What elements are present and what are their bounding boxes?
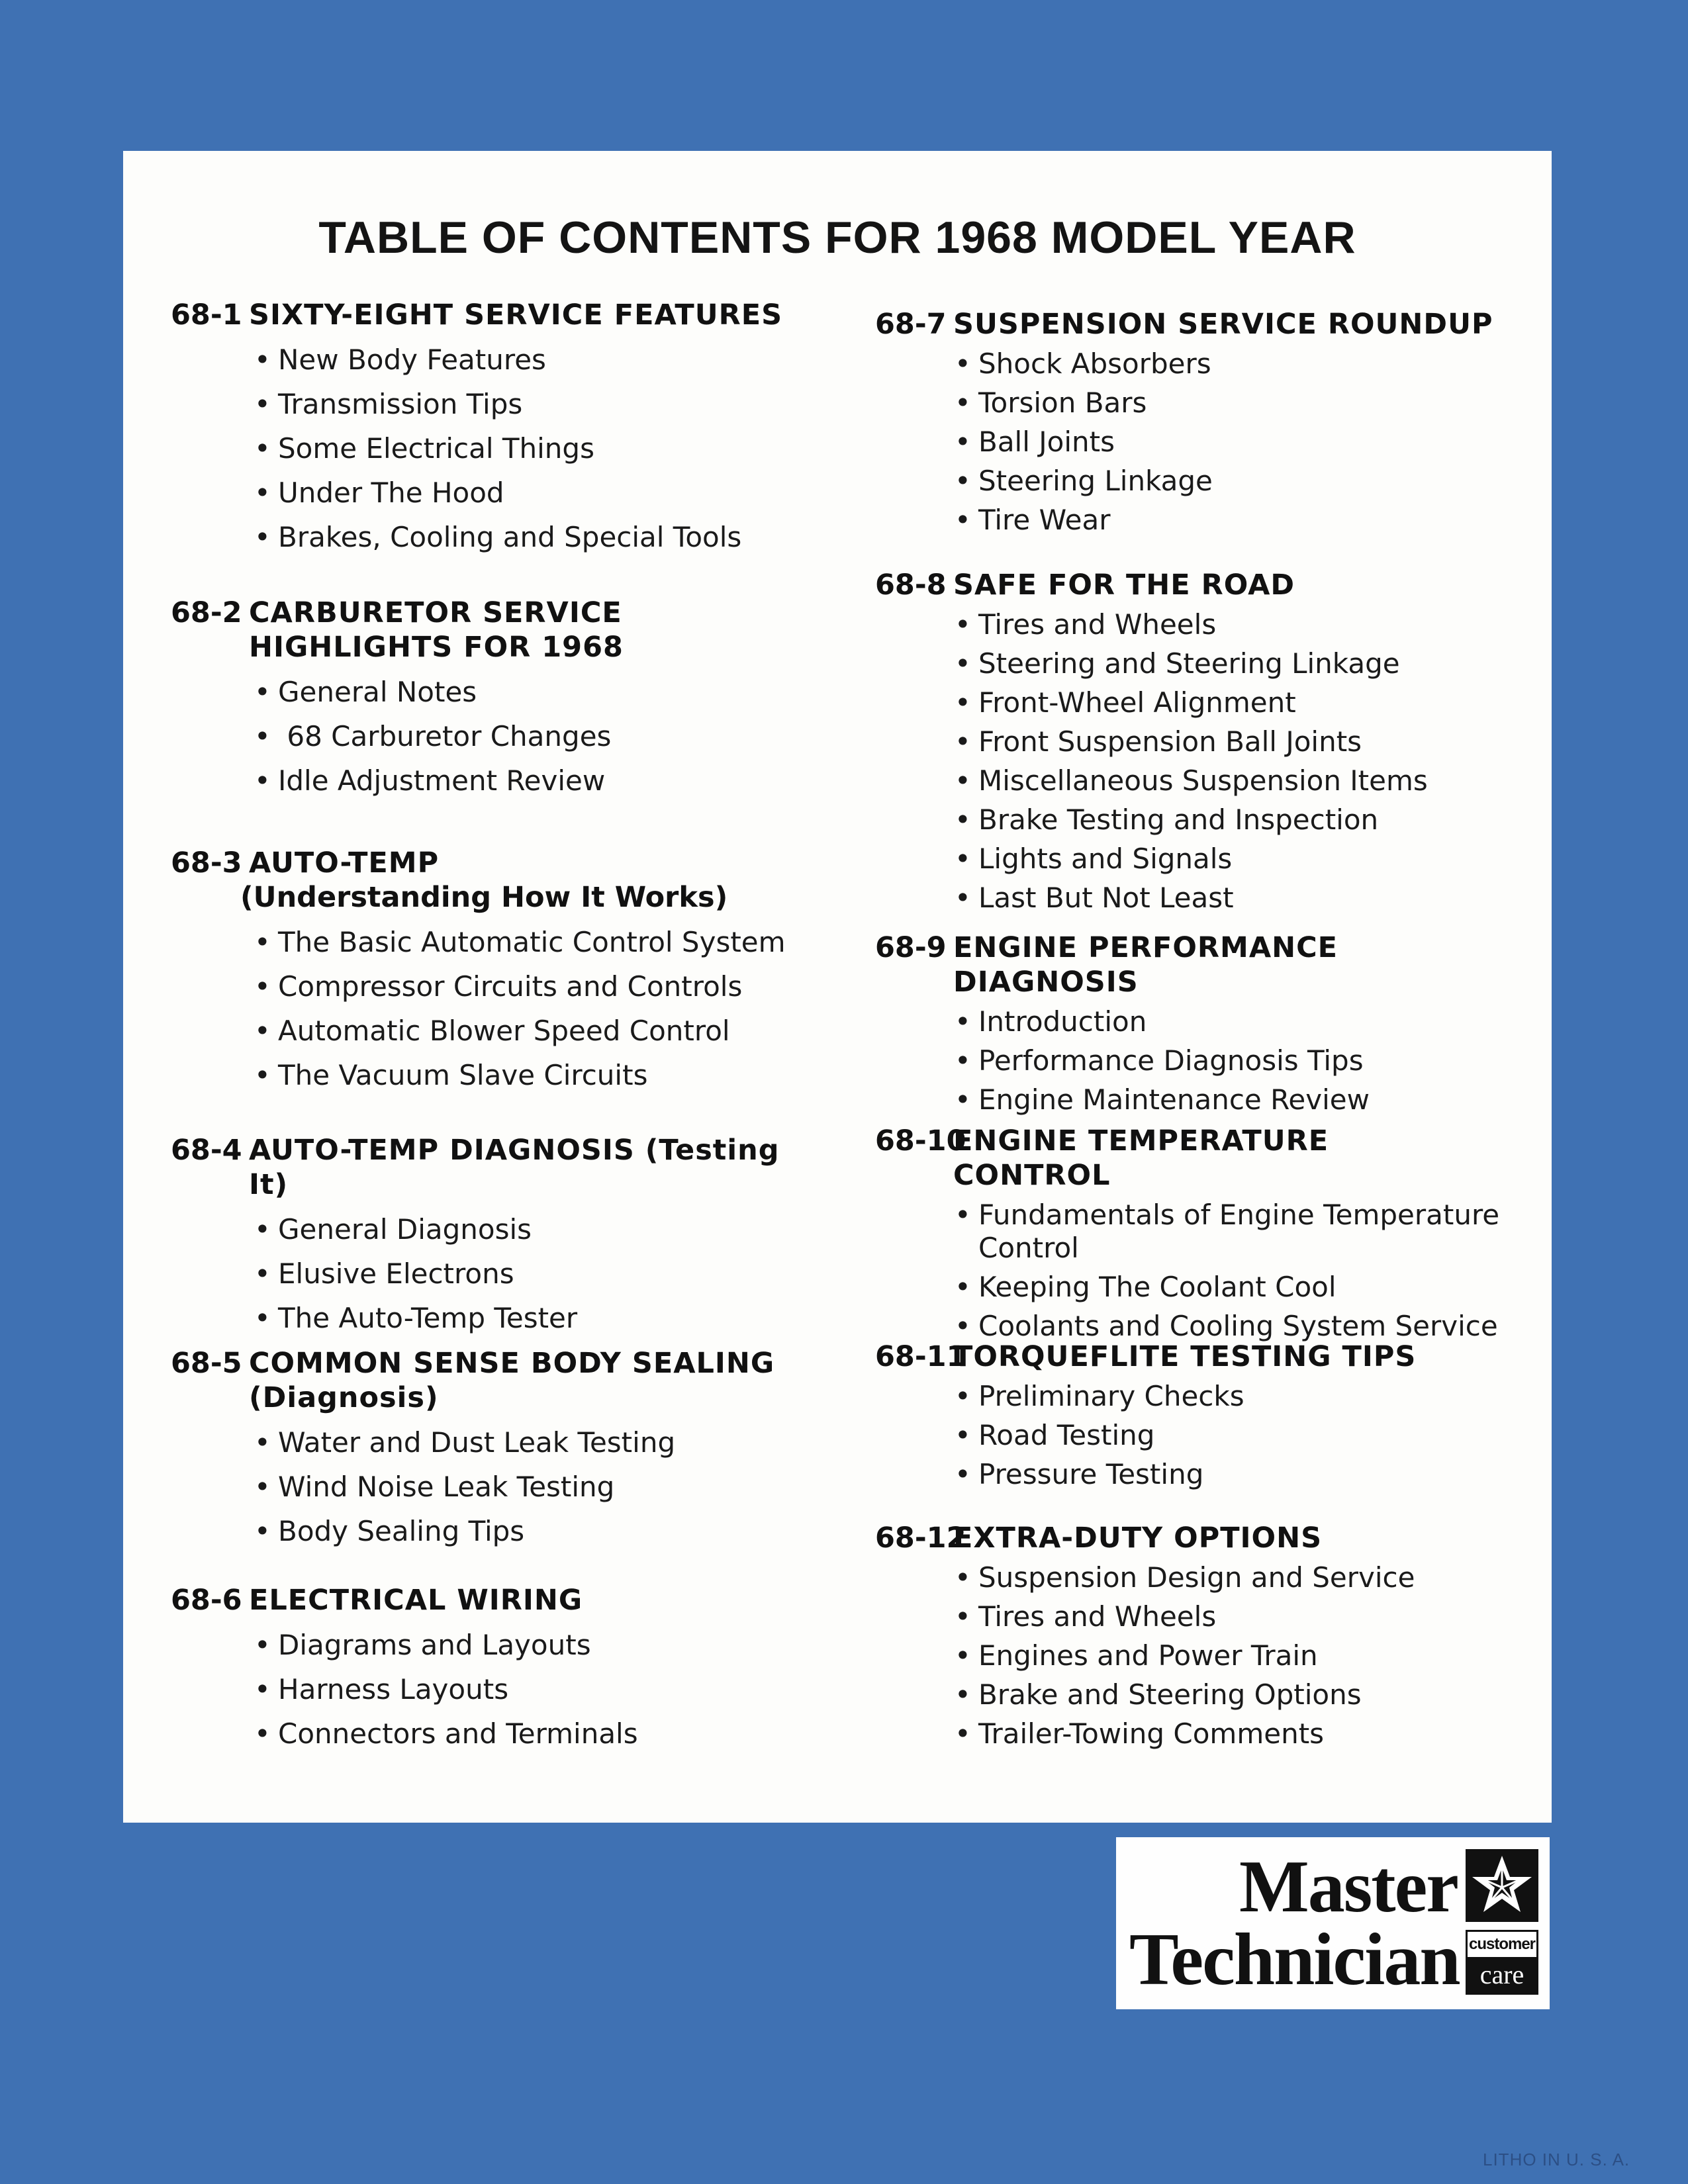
topic-item	[955, 1419, 1537, 1452]
bullet-icon: •	[254, 1673, 271, 1706]
bullet-icon: •	[955, 426, 971, 458]
section-number: 68-9	[875, 931, 947, 964]
topic-item	[955, 608, 1537, 641]
toc-section-68-6	[171, 1583, 833, 1751]
topic-item	[254, 1629, 833, 1662]
topic-text: Under The Hood	[278, 477, 504, 509]
bullet-icon: •	[955, 1380, 971, 1412]
section-topic-list	[254, 676, 833, 797]
topic-item	[955, 426, 1537, 459]
toc-section-68-8	[875, 568, 1537, 915]
bullet-icon: •	[254, 521, 271, 553]
bullet-icon: •	[955, 608, 971, 641]
section-topic-list	[955, 1199, 1537, 1343]
topic-text: The Vacuum Slave Circuits	[278, 1059, 648, 1091]
bullet-icon: •	[955, 1005, 971, 1038]
toc-section-68-9	[875, 931, 1537, 1116]
topic-text: Fundamentals of Engine Temperature Control	[978, 1199, 1509, 1264]
topic-text: Wind Noise Leak Testing	[278, 1471, 615, 1503]
topic-item	[955, 1083, 1537, 1116]
bullet-icon: •	[254, 1629, 271, 1661]
topic-text: Ball Joints	[978, 426, 1115, 458]
topic-text: Preliminary Checks	[978, 1380, 1244, 1412]
section-number: 68-2	[171, 596, 242, 629]
bullet-icon: •	[955, 686, 971, 719]
section-title: SIXTY-EIGHT SERVICE FEATURES	[249, 298, 783, 332]
section-number: 68-8	[875, 569, 947, 602]
bullet-icon: •	[254, 1717, 271, 1750]
topic-item	[955, 1005, 1537, 1038]
bullet-icon: •	[254, 970, 271, 1003]
section-topic-list	[955, 608, 1537, 915]
topic-text: Coolants and Cooling System Service	[978, 1310, 1498, 1342]
topic-text: 68 Carburetor Changes	[278, 720, 612, 752]
topic-item	[254, 1717, 833, 1751]
section-topic-list	[254, 926, 833, 1092]
topic-text: Miscellaneous Suspension Items	[978, 764, 1428, 797]
topic-text: Trailer-Towing Comments	[978, 1717, 1325, 1750]
topic-item	[955, 1310, 1537, 1343]
bullet-icon: •	[955, 1419, 971, 1451]
topic-item	[254, 1426, 833, 1459]
topic-item	[955, 1561, 1537, 1594]
topic-item	[254, 1471, 833, 1504]
topic-text: New Body Features	[278, 343, 546, 376]
section-title: ENGINE PERFORMANCE DIAGNOSIS	[953, 931, 1338, 999]
section-number: 68-5	[171, 1347, 242, 1380]
topic-text: Engine Maintenance Review	[978, 1083, 1370, 1116]
bullet-icon: •	[254, 926, 271, 958]
logo-line-master: Master	[1239, 1846, 1458, 1928]
topic-text: Road Testing	[978, 1419, 1155, 1451]
topic-item	[955, 686, 1537, 719]
topic-text: Tires and Wheels	[978, 608, 1217, 641]
topic-text: Last But Not Least	[978, 882, 1234, 914]
topic-item	[254, 477, 833, 510]
bullet-icon: •	[955, 387, 971, 419]
contents-panel	[123, 151, 1552, 1823]
topic-text: Front-Wheel Alignment	[978, 686, 1296, 719]
bullet-icon: •	[955, 1458, 971, 1490]
topic-item	[254, 521, 833, 554]
bullet-icon: •	[254, 343, 271, 376]
bullet-icon: •	[955, 504, 971, 536]
topic-text: Engines and Power Train	[978, 1639, 1318, 1672]
section-heading	[171, 1133, 833, 1202]
topic-item	[955, 504, 1537, 537]
topic-item	[955, 803, 1537, 837]
topic-text: Tires and Wheels	[978, 1600, 1217, 1633]
toc-section-68-2	[171, 596, 833, 797]
bullet-icon: •	[955, 1639, 971, 1672]
section-number: 68-10	[875, 1124, 966, 1158]
section-topic-list	[254, 1426, 833, 1548]
bullet-icon: •	[254, 1471, 271, 1503]
badge-care-text: care	[1468, 1957, 1536, 1993]
toc-section-68-3	[171, 846, 833, 1092]
topic-text: Lights and Signals	[978, 842, 1233, 875]
bullet-icon: •	[955, 764, 971, 797]
bullet-icon: •	[955, 1678, 971, 1711]
bullet-icon: •	[254, 1257, 271, 1290]
section-title: AUTO-TEMP	[249, 846, 440, 880]
topic-item	[955, 1678, 1537, 1711]
section-heading	[171, 1346, 833, 1415]
section-title: ENGINE TEMPERATURE CONTROL	[953, 1124, 1329, 1192]
topic-text: Automatic Blower Speed Control	[278, 1015, 730, 1047]
section-number: 68-3	[171, 846, 242, 880]
bullet-icon: •	[254, 477, 271, 509]
section-heading	[875, 568, 1537, 602]
topic-item	[955, 465, 1537, 498]
topic-text: Suspension Design and Service	[978, 1561, 1415, 1594]
section-number: 68-6	[171, 1584, 242, 1617]
section-title: SUSPENSION SERVICE ROUNDUP	[953, 308, 1493, 341]
toc-section-68-11	[875, 1340, 1537, 1491]
topic-text: General Diagnosis	[278, 1213, 532, 1246]
topic-item	[254, 1257, 833, 1291]
section-heading	[875, 1340, 1537, 1374]
bullet-icon: •	[955, 1600, 971, 1633]
bullet-icon: •	[955, 1083, 971, 1116]
section-number: 68-4	[171, 1134, 242, 1167]
topic-item	[254, 676, 833, 709]
topic-text: Torsion Bars	[978, 387, 1147, 419]
bullet-icon: •	[955, 1310, 971, 1342]
section-number: 68-1	[171, 298, 242, 332]
bullet-icon: •	[254, 1213, 271, 1246]
pentastar-icon	[1466, 1849, 1538, 1922]
bullet-icon: •	[955, 842, 971, 875]
topic-text: Idle Adjustment Review	[278, 764, 606, 797]
bullet-icon: •	[955, 1044, 971, 1077]
bullet-icon: •	[254, 1426, 271, 1459]
section-heading	[171, 846, 833, 880]
print-credit: LITHO IN U. S. A.	[1483, 2150, 1630, 2169]
bullet-icon: •	[955, 347, 971, 380]
topic-text: General Notes	[278, 676, 477, 708]
topic-text: Pressure Testing	[978, 1458, 1204, 1490]
section-topic-list	[254, 1629, 833, 1751]
topic-item	[254, 1515, 833, 1548]
topic-text: Water and Dust Leak Testing	[278, 1426, 676, 1459]
section-topic-list	[955, 1561, 1537, 1751]
bullet-icon: •	[955, 1561, 971, 1594]
bullet-icon: •	[955, 465, 971, 497]
topic-text: Body Sealing Tips	[278, 1515, 525, 1547]
topic-item	[955, 725, 1537, 758]
topic-item	[254, 1673, 833, 1706]
topic-item	[955, 1271, 1537, 1304]
topic-text: Brake and Steering Options	[978, 1678, 1362, 1711]
section-topic-list	[955, 347, 1537, 537]
topic-item	[254, 970, 833, 1003]
topic-item	[254, 926, 833, 959]
bullet-icon: •	[955, 647, 971, 680]
topic-item	[955, 347, 1537, 381]
page-title: TABLE OF CONTENTS FOR 1968 MODEL YEAR	[318, 212, 1356, 263]
topic-text: Steering Linkage	[978, 465, 1213, 497]
bullet-icon: •	[254, 1302, 271, 1334]
section-heading	[171, 298, 833, 332]
topic-item	[254, 1015, 833, 1048]
topic-text: Front Suspension Ball Joints	[978, 725, 1362, 758]
section-heading	[171, 1583, 833, 1617]
topic-item	[955, 387, 1537, 420]
topic-text: The Basic Automatic Control System	[278, 926, 786, 958]
section-number: 68-11	[875, 1340, 966, 1373]
section-heading	[875, 307, 1537, 341]
toc-section-68-5	[171, 1346, 833, 1548]
topic-item	[254, 432, 833, 465]
toc-section-68-1	[171, 298, 833, 554]
topic-item	[955, 1639, 1537, 1672]
master-technician-logo	[1116, 1837, 1550, 2009]
bullet-icon: •	[254, 1015, 271, 1047]
topic-item	[254, 1302, 833, 1335]
topic-item	[254, 720, 833, 753]
topic-item	[254, 1213, 833, 1246]
toc-section-68-12	[875, 1521, 1537, 1751]
section-heading	[875, 1124, 1537, 1193]
topic-text: Connectors and Terminals	[278, 1717, 638, 1750]
section-topic-list	[955, 1005, 1537, 1116]
topic-item	[254, 388, 833, 421]
topic-item	[955, 882, 1537, 915]
section-topic-list	[254, 1213, 833, 1335]
topic-text: Keeping The Coolant Cool	[978, 1271, 1336, 1303]
topic-item	[254, 764, 833, 797]
bullet-icon: •	[254, 1059, 271, 1091]
section-heading	[875, 931, 1537, 999]
bullet-icon: •	[254, 432, 271, 465]
section-topic-list	[254, 343, 833, 554]
bullet-icon: •	[254, 388, 271, 420]
topic-item	[955, 1717, 1537, 1751]
section-number: 68-7	[875, 308, 947, 341]
toc-section-68-10	[875, 1124, 1537, 1343]
section-topic-list	[955, 1380, 1537, 1491]
topic-text: Performance Diagnosis Tips	[978, 1044, 1364, 1077]
section-title: ELECTRICAL WIRING	[249, 1584, 583, 1617]
section-title: COMMON SENSE BODY SEALING (Diagnosis)	[249, 1347, 775, 1414]
logo-line-technician: Technician	[1129, 1919, 1460, 2001]
topic-text: Harness Layouts	[278, 1673, 509, 1706]
topic-item	[955, 1199, 1537, 1265]
bullet-icon: •	[955, 1717, 971, 1750]
section-number: 68-12	[875, 1522, 966, 1555]
topic-text: Diagrams and Layouts	[278, 1629, 591, 1661]
bullet-icon: •	[254, 1515, 271, 1547]
topic-item	[955, 1380, 1537, 1413]
topic-text: Brakes, Cooling and Special Tools	[278, 521, 742, 553]
topic-text: Brake Testing and Inspection	[978, 803, 1379, 836]
section-title: TORQUEFLITE TESTING TIPS	[953, 1340, 1417, 1373]
topic-item	[955, 1600, 1537, 1633]
topic-item	[955, 842, 1537, 876]
topic-text: Introduction	[978, 1005, 1147, 1038]
section-title: CARBURETOR SERVICE HIGHLIGHTS FOR 1968	[249, 596, 624, 664]
section-heading	[875, 1521, 1537, 1555]
topic-text: Compressor Circuits and Controls	[278, 970, 743, 1003]
section-heading	[171, 596, 833, 664]
bullet-icon: •	[955, 1199, 971, 1231]
section-title: SAFE FOR THE ROAD	[953, 569, 1295, 602]
topic-item	[955, 1044, 1537, 1077]
topic-text: Shock Absorbers	[978, 347, 1211, 380]
customer-care-badge	[1466, 1930, 1538, 1995]
topic-text: Some Electrical Things	[278, 432, 594, 465]
section-title: AUTO-TEMP DIAGNOSIS (Testing It)	[249, 1134, 780, 1201]
section-subtitle: (Understanding How It Works)	[240, 881, 728, 914]
topic-item	[955, 1458, 1537, 1491]
toc-section-68-4	[171, 1133, 833, 1335]
topic-item	[254, 1059, 833, 1092]
badge-customer-text: customer	[1468, 1935, 1536, 1953]
bullet-icon: •	[254, 764, 271, 797]
topic-text: Steering and Steering Linkage	[978, 647, 1400, 680]
toc-section-68-7	[875, 307, 1537, 537]
bullet-icon: •	[955, 1271, 971, 1303]
bullet-icon: •	[254, 676, 271, 708]
topic-item	[955, 647, 1537, 680]
topic-text: The Auto-Temp Tester	[278, 1302, 578, 1334]
topic-text: Elusive Electrons	[278, 1257, 514, 1290]
bullet-icon: •	[955, 725, 971, 758]
bullet-icon: •	[955, 803, 971, 836]
topic-item	[254, 343, 833, 377]
topic-text: Transmission Tips	[278, 388, 523, 420]
bullet-icon: •	[254, 720, 271, 752]
topic-item	[955, 764, 1537, 797]
section-title: EXTRA-DUTY OPTIONS	[953, 1522, 1323, 1555]
topic-text: Tire Wear	[978, 504, 1111, 536]
bullet-icon: •	[955, 882, 971, 914]
